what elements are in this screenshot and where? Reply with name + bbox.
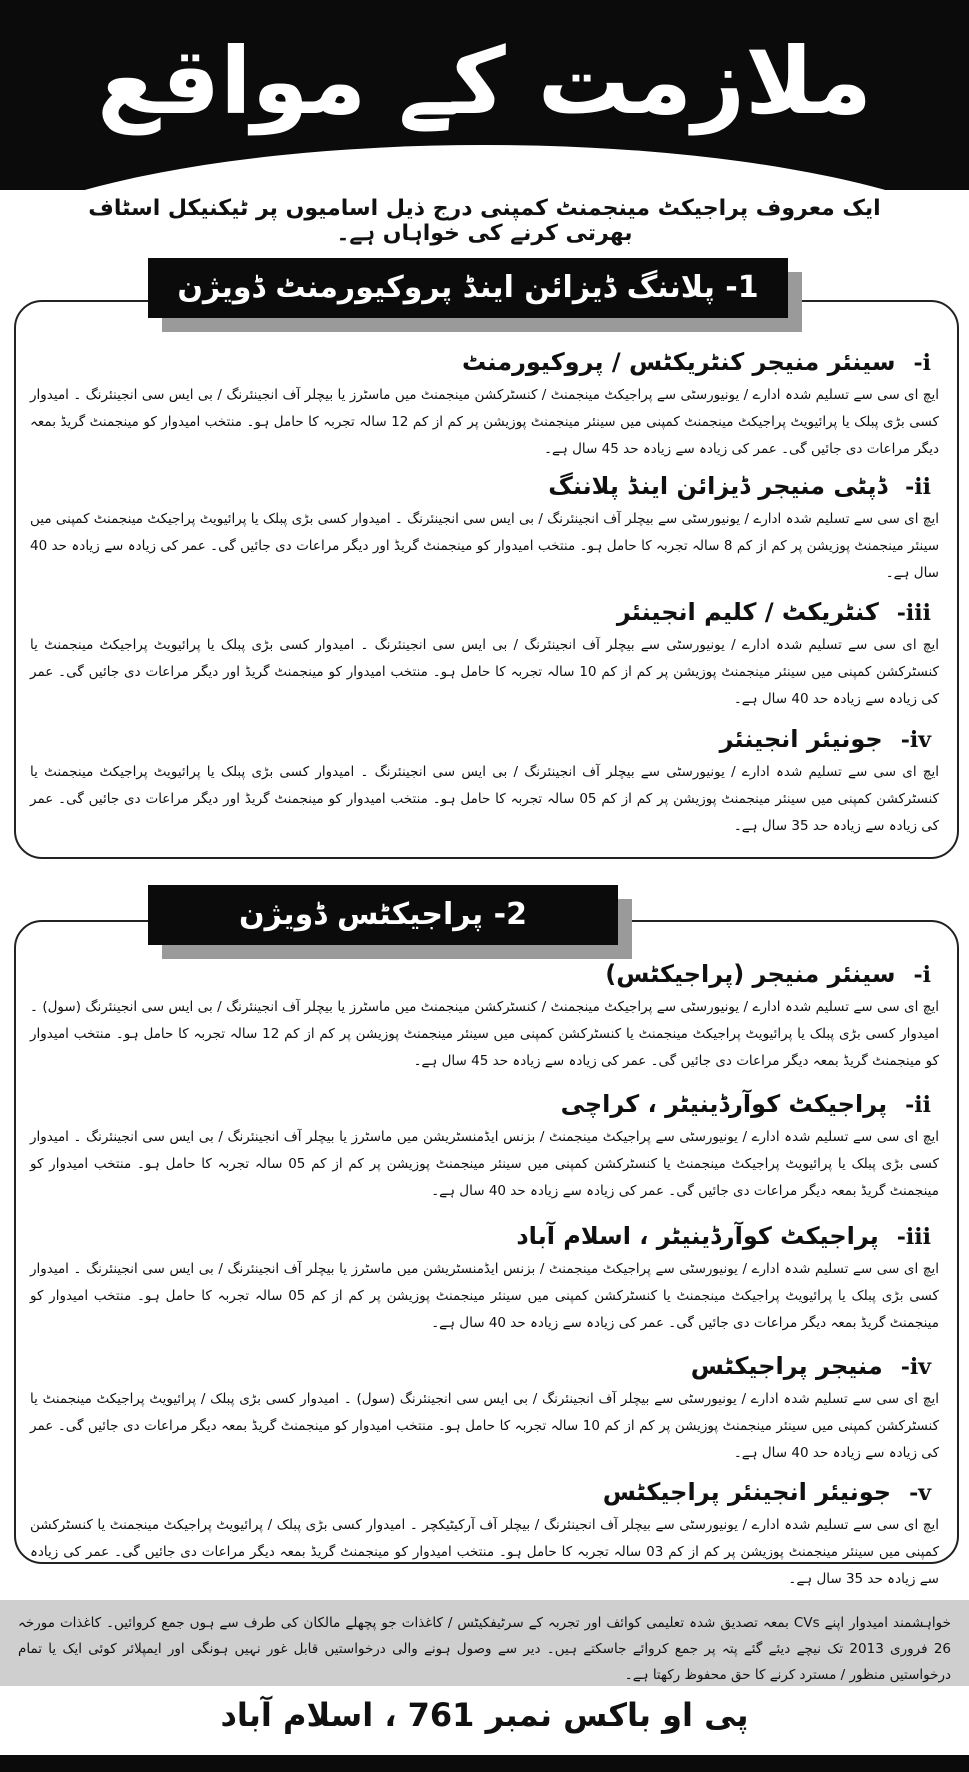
job-item <box>30 1478 939 1593</box>
page-title: ملازمت کے مواقع <box>97 28 872 135</box>
application-instructions: خواہشمند امیدوار اپنے CVs بمعہ تصدیق شدہ تعلیمی کوائف اور تجربہ کے سرٹیفکیٹس / کاغذات جو پچھلے مالکان کی طرف سے ہوں جمع کروائیں۔ کاغذات مورخہ 26 فروری 2013 تک نیچے دیئے گئے پتہ پر جمع کروائے جاسکتے ہیں۔ دیر سے وصول ہونے والی درخواستیں قابل غور نہیں ہونگی اور ایمپلائر کوئی ایک یا تمام درخواستیں منظور / مسترد کرنے کا حق محفوظ رکھتا ہے۔ <box>18 1615 952 1683</box>
job-number: -v <box>909 1480 931 1506</box>
job-number: -i <box>913 962 931 988</box>
job-item <box>30 598 939 713</box>
job-title: جونیئر انجینئر پراجیکٹس <box>602 1478 892 1506</box>
job-number: -iv <box>900 1354 931 1380</box>
job-title: ڈپٹی منیجر ڈیزائن اینڈ پلاننگ <box>548 472 888 500</box>
job-description: ایچ ای سی سے تسلیم شدہ ادارے / یونیورسٹی سے بیچلر آف انجینئرنگ / بی ایس سی انجینئرنگ ۔ امیدوار کسی بڑی پبلک یا پرائیویٹ پراجیکٹ مینجمنٹ یا کنسٹرکشن کمپنی میں سینئر مینجمنٹ پوزیشن پر کم از کم 05 سالہ تجربہ کا حامل ہو۔ منتخب امیدوار کو مینجمنٹ گریڈ اور دیگر مراعات دی جائیں گی۔ عمر کی زیادہ سے زیادہ حد 35 سال ہے۔ <box>30 764 939 834</box>
po-box-address: پی او باکس نمبر 761 ، اسلام آباد <box>220 1696 749 1734</box>
job-item <box>30 1090 939 1205</box>
job-title: منیجر پراجیکٹس <box>690 1352 883 1380</box>
division-2-banner: 2- پراجیکٹس ڈویژن <box>148 885 618 945</box>
division-1-banner: 1- پلاننگ ڈیزائن اینڈ پروکیورمنٹ ڈویژن <box>148 258 788 318</box>
job-title: پراجیکٹ کوآرڈینیٹر ، اسلام آباد <box>516 1222 879 1250</box>
bottom-bar <box>0 1755 969 1772</box>
job-description: ایچ ای سی سے تسلیم شدہ ادارے / یونیورسٹی سے بیچلر آف انجینئرنگ / بی ایس سی انجینئرنگ (سول) ۔ امیدوار کسی بڑی پبلک / پرائیویٹ پراجیکٹ مینجمنٹ یا کنسٹرکشن کمپنی میں سینئر مینجمنٹ پوزیشن پر کم از کم 10 سالہ تجربہ کا حامل ہو۔ منتخب امیدوار کو مینجمنٹ گریڈ بمعہ دیگر مراعات دی جائیں گی۔ عمر کی زیادہ سے زیادہ حد 40 سال ہے۔ <box>30 1391 939 1461</box>
job-number: -iii <box>896 600 931 626</box>
job-title: کنٹریکٹ / کلیم انجینئر <box>616 598 879 626</box>
job-title: پراجیکٹ کوآرڈینیٹر ، کراچی <box>560 1090 888 1118</box>
job-item <box>30 725 939 840</box>
job-number: -ii <box>905 474 931 500</box>
job-item <box>30 1352 939 1467</box>
intro-text: ایک معروف پراجیکٹ مینجمنٹ کمپنی درج ذیل اسامیوں پر ٹیکنیکل اسٹاف بھرتی کرنے کی خواہاں ہے۔ <box>88 196 881 246</box>
job-item <box>30 472 939 587</box>
job-item <box>30 960 939 1075</box>
header-curve <box>0 145 969 190</box>
job-description: ایچ ای سی سے تسلیم شدہ ادارے / یونیورسٹی سے پراجیکٹ مینجمنٹ / بزنس ایڈمنسٹریشن میں ماسٹرز یا بیچلر آف انجینئرنگ / بی ایس سی انجینئرنگ ۔ امیدوار کسی بڑی پبلک یا پرائیویٹ پراجیکٹ مینجمنٹ یا کنسٹرکشن کمپنی میں سینئر مینجمنٹ پوزیشن پر کم از کم 05 سالہ تجربہ کا حامل ہو۔ منتخب امیدوار کو مینجمنٹ گریڈ بمعہ دیگر مراعات دی جائیں گی۔ عمر کی زیادہ سے زیادہ حد 40 سال ہے۔ <box>30 1261 939 1331</box>
job-description: ایچ ای سی سے تسلیم شدہ ادارے / یونیورسٹی سے پراجیکٹ مینجمنٹ / کنسٹرکشن مینجمنٹ میں ماسٹرز یا بیچلر آف انجینئرنگ / بی ایس سی انجینئرنگ ۔ امیدوار کسی بڑی پبلک یا پرائیویٹ پراجیکٹ مینجمنٹ کمپنی میں سینئر مینجمنٹ پوزیشن پر کم از کم 12 سالہ تجربہ کا حامل ہو۔ منتخب امیدوار کو مینجمنٹ گریڈ بمعہ دیگر مراعات دی جائیں گی۔ عمر کی زیادہ سے زیادہ حد 45 سال ہے۔ <box>30 387 939 457</box>
header-band <box>0 0 969 190</box>
job-number: -i <box>913 350 931 376</box>
job-description: ایچ ای سی سے تسلیم شدہ ادارے / یونیورسٹی سے پراجیکٹ مینجمنٹ / کنسٹرکشن مینجمنٹ میں ماسٹرز یا بیچلر آف انجینئرنگ / بی ایس سی انجینئرنگ (سول) ۔ امیدوار کسی بڑی پبلک یا پرائیویٹ پراجیکٹ مینجمنٹ یا کنسٹرکشن کمپنی میں سینئر مینجمنٹ پوزیشن پر کم از کم 12 سالہ تجربہ کا حامل ہو۔ منتخب امیدوار کو مینجمنٹ گریڈ بمعہ دیگر مراعات دی جائیں گی۔ عمر کی زیادہ سے زیادہ حد 45 سال ہے۔ <box>30 999 939 1069</box>
job-item <box>30 1222 939 1337</box>
job-description: ایچ ای سی سے تسلیم شدہ ادارے / یونیورسٹی سے بیچلر آف انجینئرنگ / بی ایس سی انجینئرنگ ۔ امیدوار کسی بڑی پبلک یا پرائیویٹ پراجیکٹ مینجمنٹ یا کنسٹرکشن کمپنی میں سینئر مینجمنٹ پوزیشن پر کم از کم 10 سالہ تجربہ کا حامل ہو۔ منتخب امیدوار کو مینجمنٹ گریڈ اور دیگر مراعات دی جائیں گی۔ عمر کی زیادہ سے زیادہ حد 40 سال ہے۔ <box>30 637 939 707</box>
job-description: ایچ ای سی سے تسلیم شدہ ادارے / یونیورسٹی سے پراجیکٹ مینجمنٹ / بزنس ایڈمنسٹریشن میں ماسٹرز یا بیچلر آف انجینئرنگ / بی ایس سی انجینئرنگ ۔ امیدوار کسی بڑی پبلک یا پرائیویٹ پراجیکٹ مینجمنٹ یا کنسٹرکشن کمپنی میں سینئر مینجمنٹ پوزیشن پر کم از کم 05 سالہ تجربہ کا حامل ہو۔ منتخب امیدوار کو مینجمنٹ گریڈ بمعہ دیگر مراعات دی جائیں گی۔ عمر کی زیادہ سے زیادہ حد 40 سال ہے۔ <box>30 1129 939 1199</box>
job-number: -ii <box>905 1092 931 1118</box>
job-title: جونیئر انجینئر <box>719 725 883 753</box>
job-description: ایچ ای سی سے تسلیم شدہ ادارے / یونیورسٹی سے بیچلر آف انجینئرنگ / بیچلر آف آرکیٹیکچر ۔ امیدوار کسی بڑی پبلک / پرائیویٹ پراجیکٹ مینجمنٹ یا کنسٹرکشن کمپنی میں سینئر مینجمنٹ پوزیشن پر کم از کم 03 سالہ تجربہ کا حامل ہو۔ منتخب امیدوار کو مینجمنٹ گریڈ بمعہ دیگر مراعات دی جائیں گی۔ عمر کی زیادہ سے زیادہ حد 35 سال ہے۔ <box>30 1517 940 1587</box>
job-number: -iii <box>896 1224 931 1250</box>
job-title: سینئر منیجر (پراجیکٹس) <box>605 960 896 988</box>
job-number: -iv <box>900 727 931 753</box>
job-title: سینئر منیجر کنٹریکٹس / پروکیورمنٹ <box>462 348 896 376</box>
job-item <box>30 348 939 463</box>
job-description: ایچ ای سی سے تسلیم شدہ ادارے / یونیورسٹی سے بیچلر آف انجینئرنگ / بی ایس سی انجینئرنگ ۔ امیدوار کسی بڑی پبلک یا پرائیویٹ پراجیکٹ مینجمنٹ کمپنی میں سینئر مینجمنٹ پوزیشن پر کم از کم 8 سالہ تجربہ کا حامل ہو۔ منتخب امیدوار کو مینجمنٹ گریڈ اور دیگر مراعات دی جائیں گی۔ عمر کی زیادہ سے زیادہ حد 40 سال ہے۔ <box>30 511 940 581</box>
